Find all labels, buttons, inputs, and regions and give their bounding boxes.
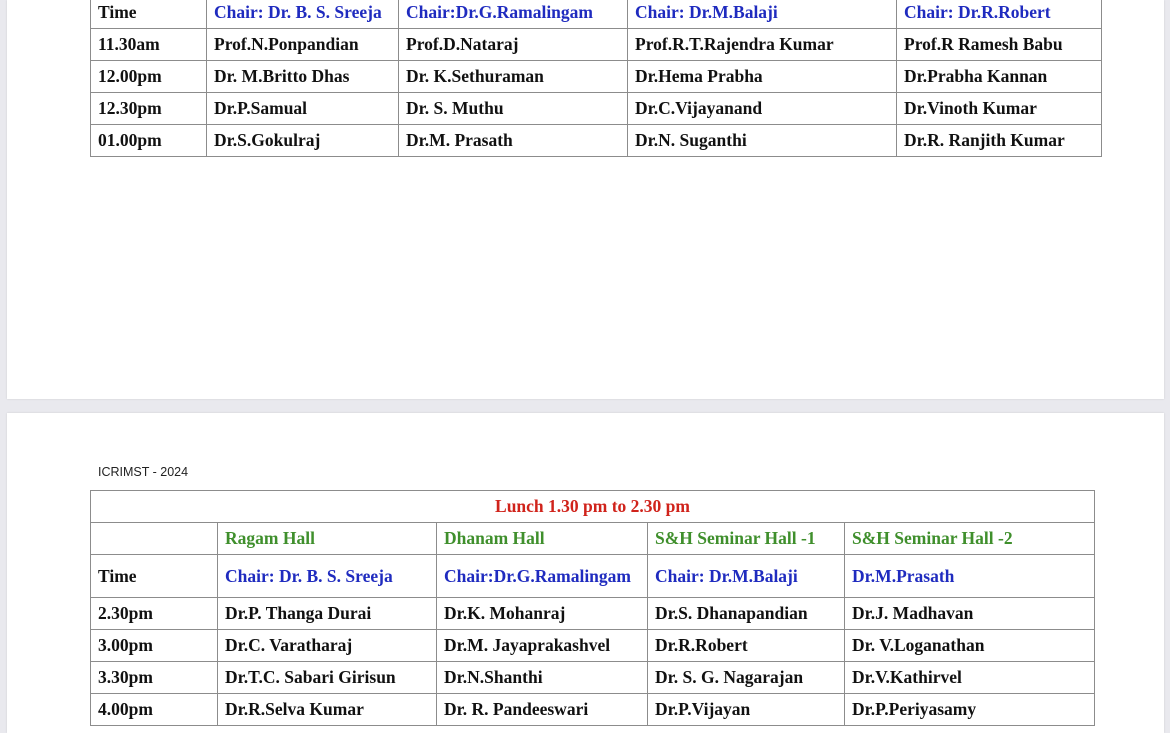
speaker-cell: Dr.J. Madhavan [845, 598, 1095, 630]
table-row [91, 598, 1095, 630]
time-cell: 12.30pm [91, 93, 207, 125]
chair-cell: Chair: Dr.M.Balaji [648, 555, 845, 598]
hall-cell: Ragam Hall [218, 523, 437, 555]
speaker-cell: Dr. S. G. Nagarajan [648, 662, 845, 694]
lunch-banner: Lunch 1.30 pm to 2.30 pm [91, 491, 1095, 523]
speaker-cell: Dr.Vinoth Kumar [897, 93, 1102, 125]
table-row [91, 125, 1102, 157]
speaker-cell: Dr.C. Varatharaj [218, 630, 437, 662]
schedule-table-afternoon [90, 490, 1095, 726]
speaker-cell: Dr. R. Pandeeswari [437, 694, 648, 726]
speaker-cell: Prof.N.Ponpandian [207, 29, 399, 61]
speaker-cell: Dr.V.Kathirvel [845, 662, 1095, 694]
speaker-cell: Prof.D.Nataraj [399, 29, 628, 61]
speaker-cell: Dr.M. Prasath [399, 125, 628, 157]
chair-cell: Chair:Dr.G.Ramalingam [399, 0, 628, 29]
speaker-cell: Dr.N.Shanthi [437, 662, 648, 694]
time-cell: 12.00pm [91, 61, 207, 93]
time-header: Time [91, 0, 207, 29]
speaker-cell: Dr.Prabha Kannan [897, 61, 1102, 93]
hall-cell: Dhanam Hall [437, 523, 648, 555]
speaker-cell: Dr.R.Selva Kumar [218, 694, 437, 726]
speaker-cell: Dr.R. Ranjith Kumar [897, 125, 1102, 157]
hall-cell: S&H Seminar Hall -1 [648, 523, 845, 555]
page-header-label: ICRIMST - 2024 [98, 465, 189, 479]
chair-cell: Dr.M.Prasath [845, 555, 1095, 598]
time-cell: 2.30pm [91, 598, 218, 630]
speaker-cell: Dr.S.Gokulraj [207, 125, 399, 157]
speaker-cell: Dr.C.Vijayanand [628, 93, 897, 125]
time-cell: 3.30pm [91, 662, 218, 694]
time-cell: 01.00pm [91, 125, 207, 157]
speaker-cell: Dr.P.Periyasamy [845, 694, 1095, 726]
speaker-cell: Dr.N. Suganthi [628, 125, 897, 157]
time-cell: 4.00pm [91, 694, 218, 726]
hall-row [91, 523, 1095, 555]
document-page-1 [7, 0, 1164, 399]
chair-row [91, 555, 1095, 598]
speaker-cell: Prof.R Ramesh Babu [897, 29, 1102, 61]
speaker-cell: Prof.R.T.Rajendra Kumar [628, 29, 897, 61]
speaker-cell: Dr.P.Vijayan [648, 694, 845, 726]
speaker-cell: Dr.P.Samual [207, 93, 399, 125]
lunch-row [91, 491, 1095, 523]
chair-cell: Chair: Dr. B. S. Sreeja [207, 0, 399, 29]
speaker-cell: Dr.P. Thanga Durai [218, 598, 437, 630]
speaker-cell: Dr.Hema Prabha [628, 61, 897, 93]
speaker-cell: Dr.R.Robert [648, 630, 845, 662]
speaker-cell: Dr.M. Jayaprakashvel [437, 630, 648, 662]
time-cell: 11.30am [91, 29, 207, 61]
empty-cell [91, 523, 218, 555]
speaker-cell: Dr. K.Sethuraman [399, 61, 628, 93]
table-row [91, 630, 1095, 662]
speaker-cell: Dr. V.Loganathan [845, 630, 1095, 662]
speaker-cell: Dr.K. Mohanraj [437, 598, 648, 630]
chair-cell: Chair: Dr.R.Robert [897, 0, 1102, 29]
schedule-table-morning [90, 0, 1102, 157]
speaker-cell: Dr.S. Dhanapandian [648, 598, 845, 630]
table-header-row [91, 0, 1102, 29]
speaker-cell: Dr. S. Muthu [399, 93, 628, 125]
document-page-2 [7, 413, 1164, 733]
table-row [91, 694, 1095, 726]
time-cell: 3.00pm [91, 630, 218, 662]
table-row [91, 93, 1102, 125]
hall-cell: S&H Seminar Hall -2 [845, 523, 1095, 555]
speaker-cell: Dr. M.Britto Dhas [207, 61, 399, 93]
chair-cell: Chair:Dr.G.Ramalingam [437, 555, 648, 598]
table-row [91, 61, 1102, 93]
speaker-cell: Dr.T.C. Sabari Girisun [218, 662, 437, 694]
table-row [91, 662, 1095, 694]
time-header: Time [91, 555, 218, 598]
table-row [91, 29, 1102, 61]
chair-cell: Chair: Dr.M.Balaji [628, 0, 897, 29]
chair-cell: Chair: Dr. B. S. Sreeja [218, 555, 437, 598]
